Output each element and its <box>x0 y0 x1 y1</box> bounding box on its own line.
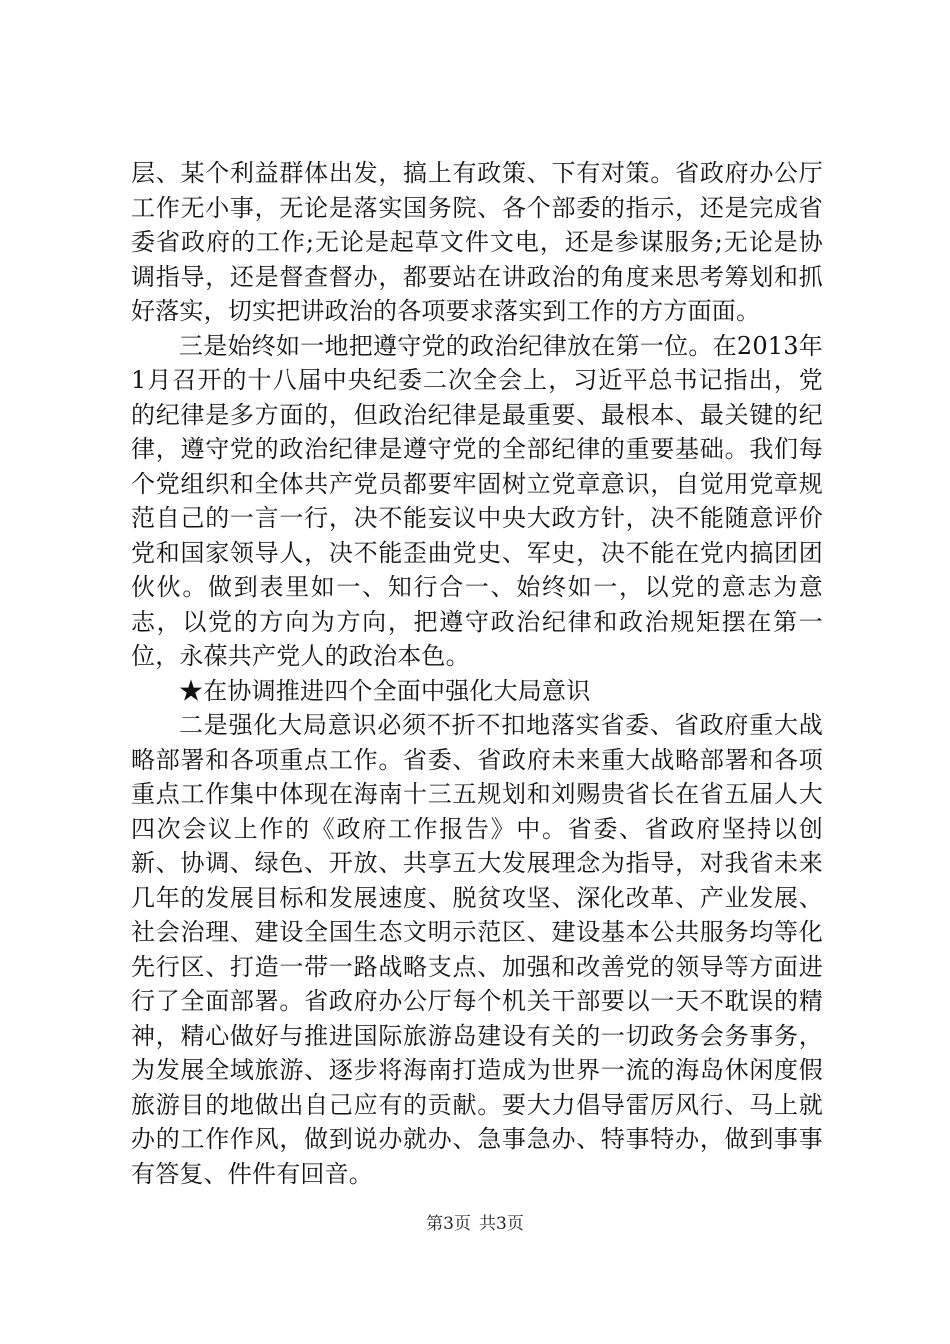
paragraph-continuation: 层、某个利益群体出发，搞上有政策、下有对策。省政府办公厅工作无小事，无论是落实国务院、各个部委的指示，还是完成省委省政府的工作;无论是起草文件文电，还是参谋服务;无论是协调指导，还是督查督办，都要站在讲政治的角度来思考筹划和抓好落实，切实把讲政治的各项要求落实到工作的方方面面。 <box>131 159 823 325</box>
document-body <box>131 156 823 1191</box>
section-heading: ★在协调推进四个全面中强化大局意识 <box>179 676 591 705</box>
page-number: 第3页 <box>426 1214 471 1234</box>
paragraph-political-discipline: 三是始终如一地把遵守党的政治纪律放在第一位。在2013年1月召开的十八届中央纪委二次全会上，习近平总书记指出，党的纪律是多方面的，但政治纪律是最重要、最根本、最关键的纪律，遵守党的政治纪律是遵守党的全部纪律的重要基础。我们每个党组织和全体共产党员都要牢固树立党章意识，自觉用党章规范自己的一言一行，决不能妄议中央大政方针，决不能随意评价党和国家领导人，决不能歪曲党史、军史，决不能在党内搞团团伙伙。做到表里如一、知行合一、始终如一，以党的意志为意志，以党的方向为方向，把遵守政治纪律和政治规矩摆在第一位，永葆共产党人的政治本色。 <box>131 331 823 670</box>
page-total: 共3页 <box>479 1214 524 1234</box>
page-footer <box>0 1212 950 1236</box>
paragraph-overall-awareness: 二是强化大局意识必须不折不扣地落实省委、省政府重大战略部署和各项重点工作。省委、省政府未来重大战略部署和各项重点工作集中体现在海南十三五规划和刘赐贵省长在省五届人大四次会议上作的《政府工作报告》中。省委、省政府坚持以创新、协调、绿色、开放、共享五大发展理念为指导，对我省未来几年的发展目标和发展速度、脱贫攻坚、深化改革、产业发展、社会治理、建设全国生态文明示范区、建设基本公共服务均等化先行区、打造一带一路战略支点、加强和改善党的领导等方面进行了全面部署。省政府办公厅每个机关干部要以一天不耽误的精神，精心做好与推进国际旅游岛建设有关的一切政务会务事务，为发展全域旅游、逐步将海南打造成为世界一流的海岛休闲度假旅游目的地做出自己应有的贡献。要大力倡导雷厉风行、马上就办的工作作风，做到说办就办、急事急办、特事特办，做到事事有答复、件件有回音。 <box>131 711 823 1188</box>
